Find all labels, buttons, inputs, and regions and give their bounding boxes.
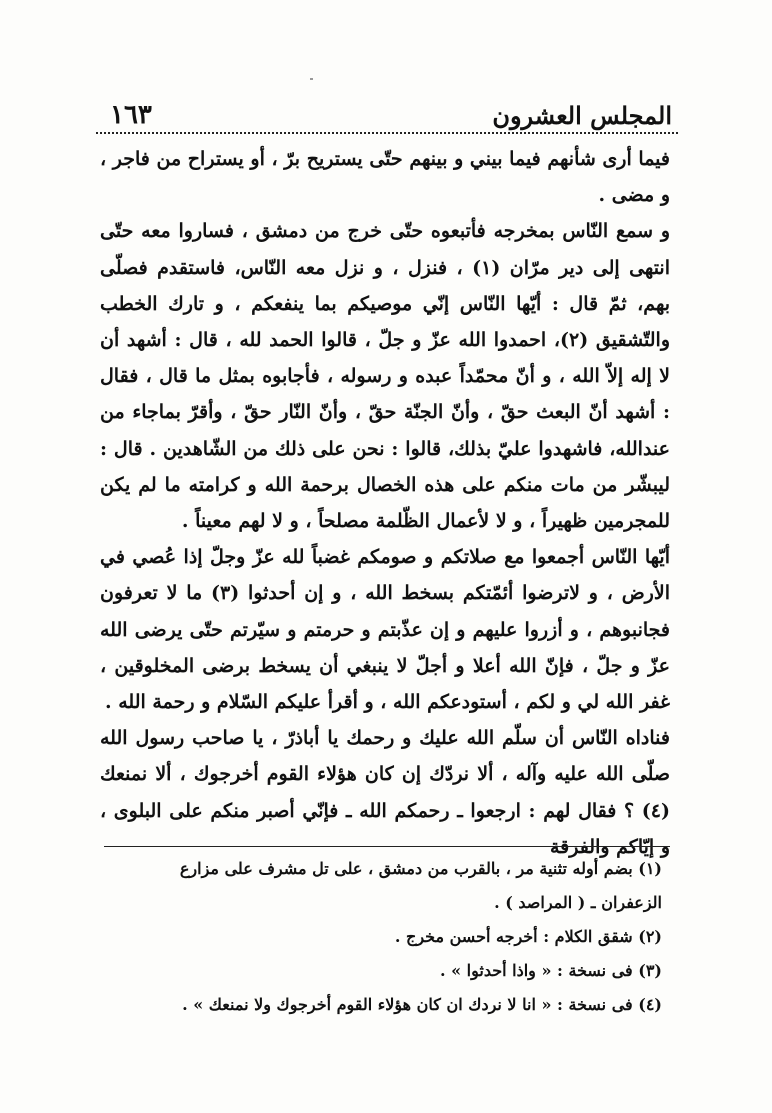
footnotes (100, 852, 662, 1022)
footnote-3: (٣) فى نسخة : « واذا أحدثوا » . (439, 961, 662, 980)
footnote-2: (٢) شقق الكلام : أخرجه أحسن مخرج . (394, 927, 662, 946)
header-dotted-rule (96, 132, 678, 134)
footnote-separator (104, 846, 670, 847)
page-header (110, 90, 672, 130)
print-speck (310, 78, 313, 80)
page-number: ١٦٣ (110, 100, 152, 130)
main-text (100, 141, 670, 865)
running-title: المجلس العشرون (492, 101, 672, 130)
paragraph: و سمع النّاس بمخرجه فأتبعوه حتّى خرج من دمشق ، فساروا معه حتّى انتهى إلى دير مرّان (١) ، فنزل ، و نزل معه النّاس، فاستقدم فصلّى بهم، ثمّ قال : أيّها النّاس إنّي موصيكم بما ينفعكم ، و تارك الخطب والتّشقيق (٢)، احمدوا الله عزّ و جلّ ، قالوا الحمد لله ، قال : أشهد أن لا إله إلاّ الله ، و أنّ محمّداً عبده و رسوله ، فأجابوه بمثل ما قال ، فقال : أشهد أنّ البعث حقّ ، وأنّ الجنّة حقّ ، وأنّ النّار حقّ ، وأقرّ بماجاء من عندالله، فاشهدوا عليّ بذلك، قالوا : نحن على ذلك من الشّاهدين . قال : ليبشّر من مات منكم على هذه الخصال برحمة الله و كرامته ما لم يكن للمجرمين ظهيراً ، و لا لأعمال الظّلمة مصلحاً ، و لا لهم معيناً . (100, 220, 671, 533)
paragraph: أيّها النّاس أجمعوا مع صلاتكم و صومكم غضباً لله عزّ وجلّ إذا عُصي في الأرض ، و لاترضوا أئمّتكم بسخط الله ، و إن أحدثوا (٣) ما لا تعرفون فجانبوهم ، و أزروا عليهم و إن عذّبتم و حرمتم و سيّرتم حتّى يرضى الله عزّ و جلّ ، فإنّ الله أعلا و أجلّ لا ينبغي أن يسخط برضى المخلوقين ، غفر الله لي و لكم ، أستودعكم الله ، و أقرأ عليكم السّلام و رحمة الله . (100, 546, 670, 714)
footnote-1-continuation: الزعفران ـ ( المراصد ) . (494, 893, 662, 912)
paragraph: فيما أرى شأنهم فيما بيني و بينهم حتّى يستريح برّ ، أو يستراح من فاجر ، و مضى . (100, 148, 670, 207)
paragraph: فناداه النّاس أن سلّم الله عليك و رحمك يا أباذرّ ، يا صاحب رسول الله صلّى الله عليه وآله ، ألا نردّك إن كان هؤلاء القوم أخرجوك ، ألا نمنعك (٤) ؟ فقال لهم : ارجعوا ـ رحمكم الله ـ فإنّي أصبر منكم على البلوى ، و إيّاكم والفرقة (100, 727, 670, 858)
footnote-4: (٤) فى نسخة : « انا لا نردك ان كان هؤلاء القوم أخرجوك ولا نمنعك » . (182, 995, 662, 1014)
footnote-1: (١) بضم أوله تثنية مر ، بالقرب من دمشق ، على تل مشرف على مزارع (179, 859, 662, 878)
